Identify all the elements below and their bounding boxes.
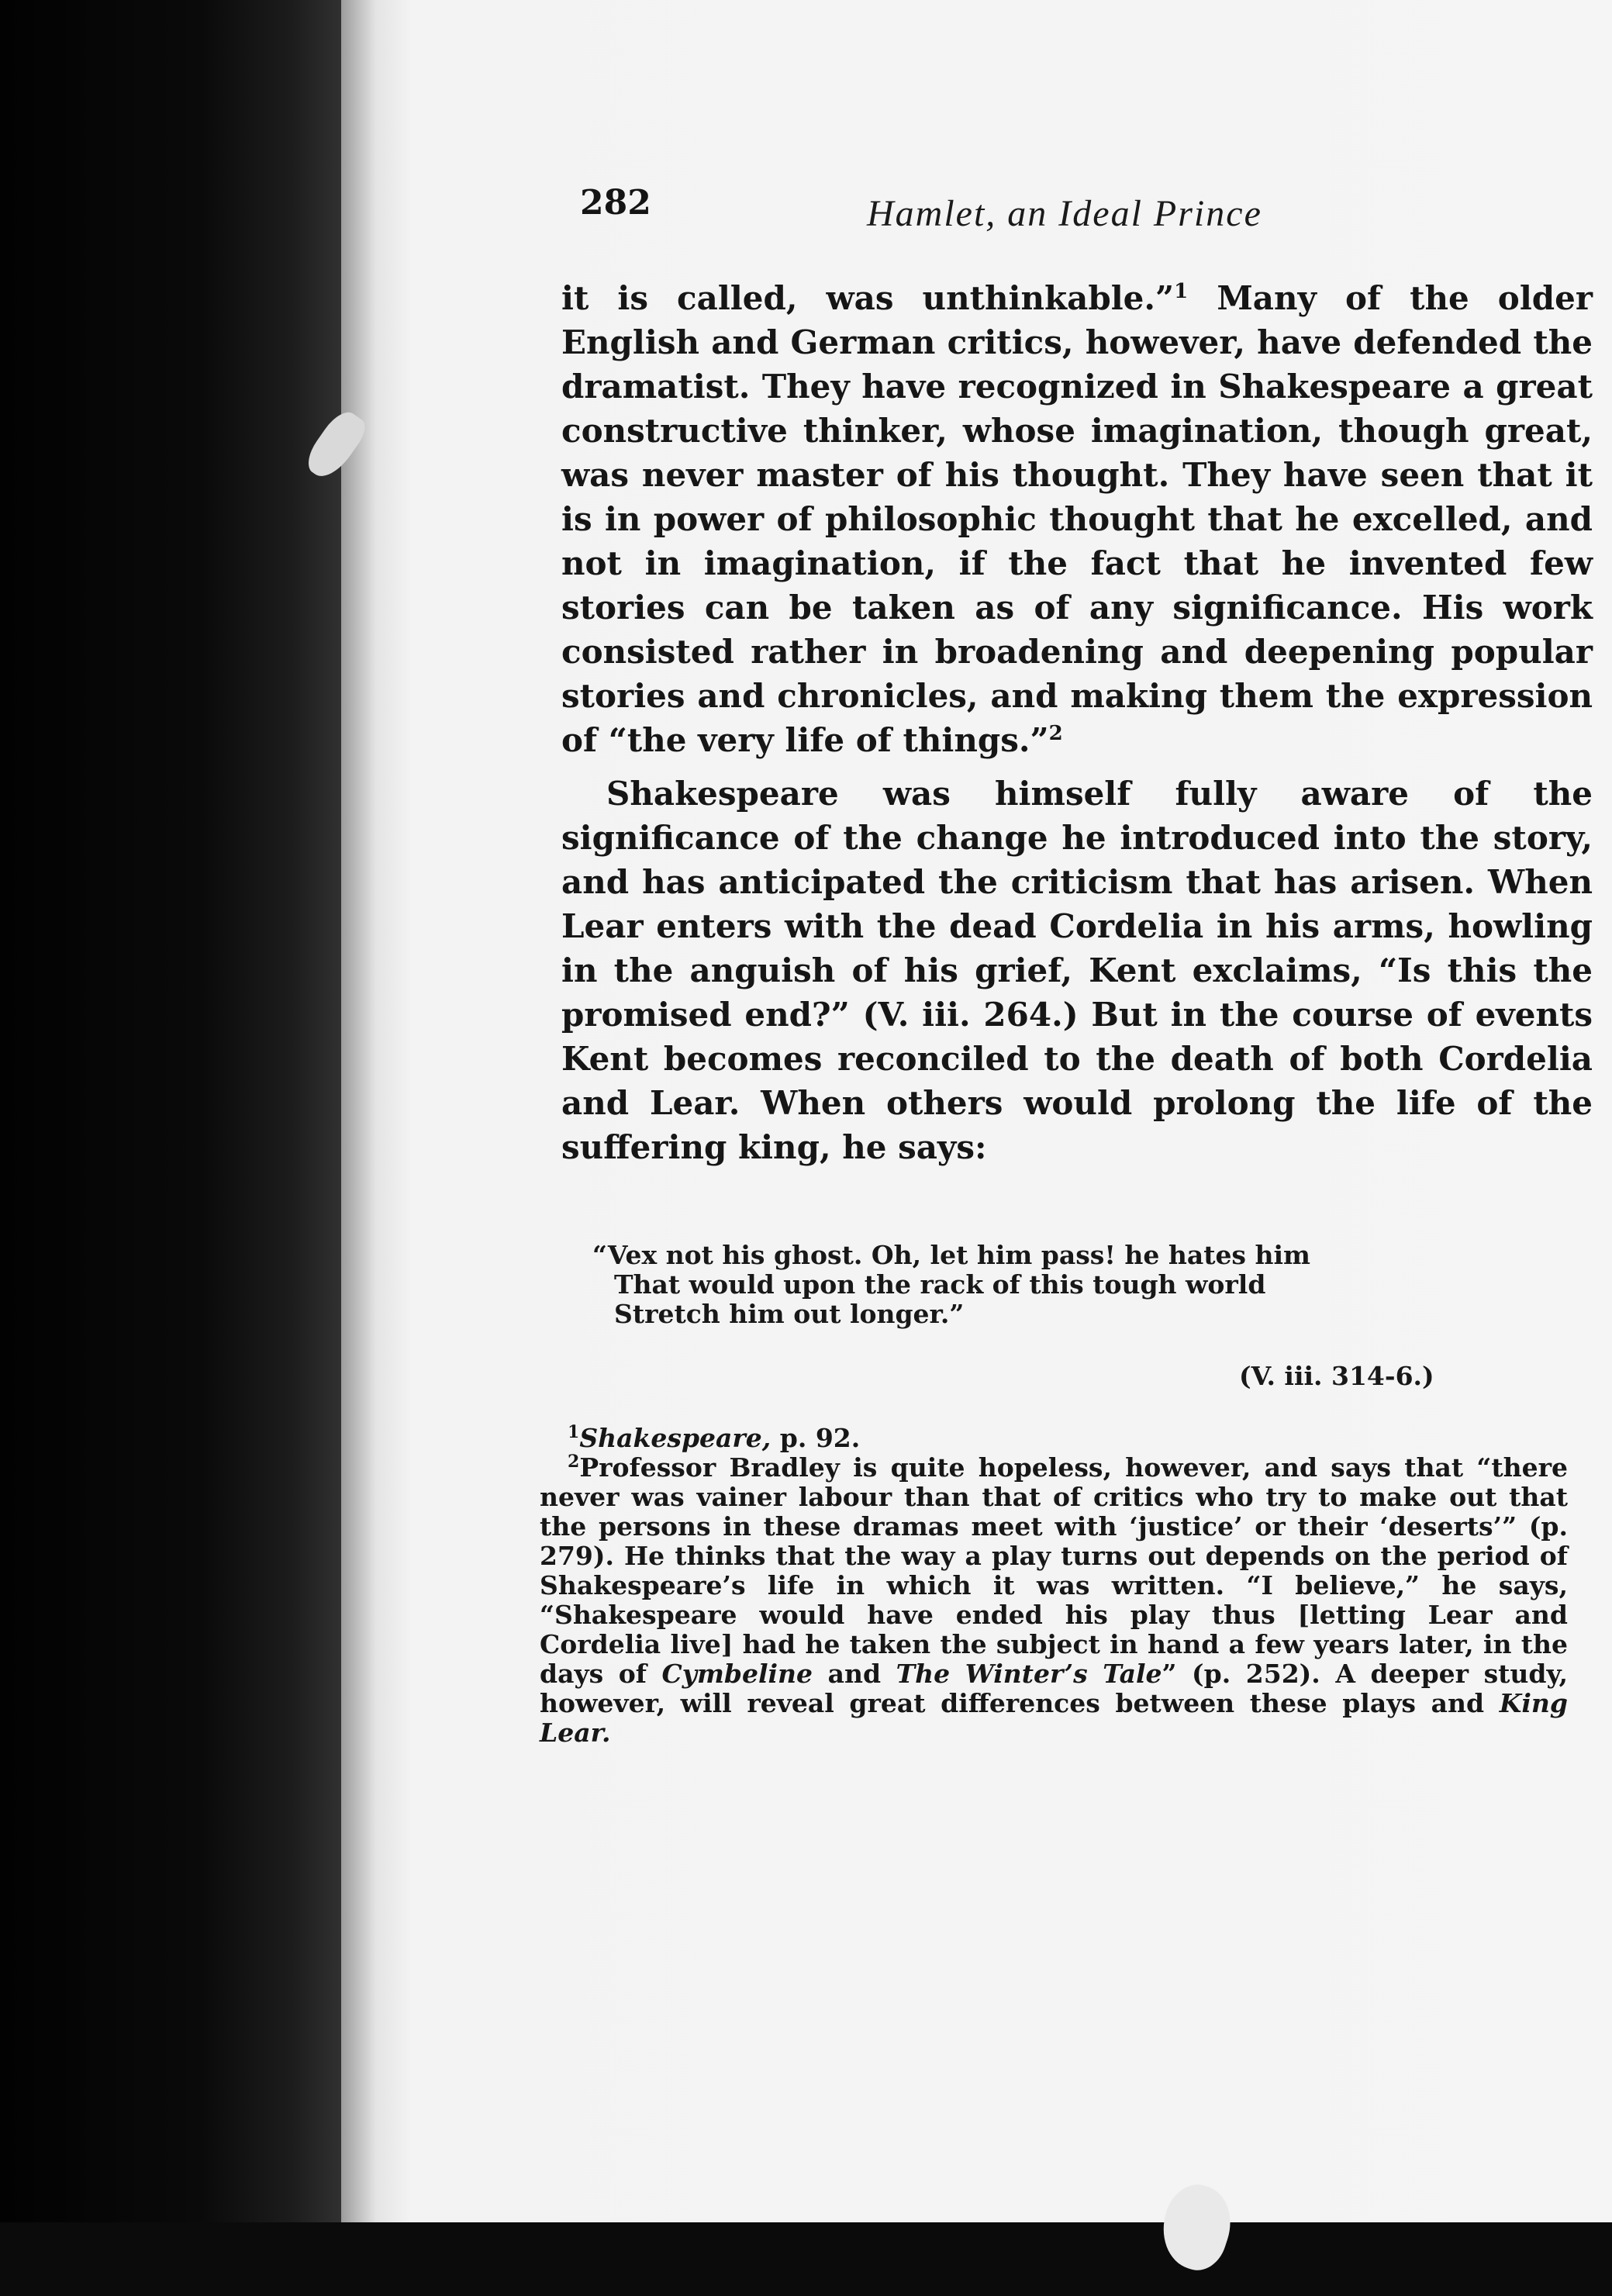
book-binding-shadow <box>0 0 364 2296</box>
running-title: Hamlet, an Ideal Prince <box>867 193 1262 234</box>
footnote-2-mark: 2 <box>568 1452 580 1472</box>
footnote-ref-1: 1 <box>1174 280 1189 303</box>
paragraph-1-start: it is called, was unthinkable.” <box>561 279 1175 317</box>
quote-line-3: Stretch him out longer.” <box>614 1299 965 1329</box>
paragraph-1 <box>561 276 1593 762</box>
page-number: 282 <box>580 183 651 223</box>
scan-bottom-edge <box>0 2222 1612 2296</box>
quote-line-2: That would upon the rack of this tough world <box>614 1269 1266 1300</box>
body-text <box>561 276 1593 1169</box>
footnote-2-text-end: ” (p. 252). A deeper study, however, will reveal great differences between these plays and <box>540 1659 1568 1718</box>
footnote-2-king-lear: King Lear. <box>540 1688 1568 1748</box>
footnote-2-text-start: Professor Bradley is quite hopeless, however, and says that “there never was vainer labour than that of critics who try to make out that the persons in these dramas meet with ‘justice’ or their ‘deserts’” (p. 279). He thinks that the way a play turns out depends on the period of Shakespeare’s life in which it was written. “I believe,” he says, “Shakespeare would have ended his play thus [letting Lear and Cordelia live] had he taken the subject in hand a few years later, in the days of <box>540 1452 1568 1689</box>
paragraph-2: Shakespeare was himself fully aware of the significance of the change he introduced into the story, and has anticipated the criticism that has arisen. When Lear enters with the dead Cordelia in his arms, howling in the anguish of his grief, Kent exclaims, “Is this the promised end?” (V. iii. 264.) But in the course of events Kent becomes reconciled to the death of both Cordelia and Lear. When others would prolong the life of the suffering king, he says: <box>561 775 1593 1166</box>
footnote-ref-2: 2 <box>1048 722 1063 745</box>
quote-citation: (V. iii. 314-6.) <box>1239 1361 1434 1391</box>
block-quote <box>592 1241 1484 1329</box>
footnote-1-page: p. 92. <box>771 1423 861 1453</box>
footnotes <box>540 1424 1568 1748</box>
footnote-2-and: and <box>813 1659 896 1689</box>
footnote-1-mark: 1 <box>568 1422 580 1442</box>
quote-line-1: “Vex not his ghost. Oh, let him pass! he hates him <box>592 1240 1310 1270</box>
footnote-1-title: Shakespeare, <box>579 1423 771 1453</box>
footnote-2-winters-tale: The Winter’s Tale <box>896 1659 1162 1689</box>
footnote-1 <box>540 1424 1568 1453</box>
footnote-2-cymbeline: Cymbeline <box>661 1659 813 1689</box>
footnote-2 <box>540 1453 1568 1748</box>
paragraph-1-text: Many of the older English and German critics, however, have defended the dramatist. They have recognized in Shakespeare a great constructive thinker, whose imagination, though great, was never master of his thought. They have seen that it is in power of philosophic thought that he excelled, and not in imagination, if the fact that he invented few stories can be taken as of any significance. His work consisted rather in broadening and deepening popular stories and chronicles, and making them the expression of “the very life of things.” <box>561 279 1593 759</box>
footnote-2-space <box>647 1659 662 1689</box>
